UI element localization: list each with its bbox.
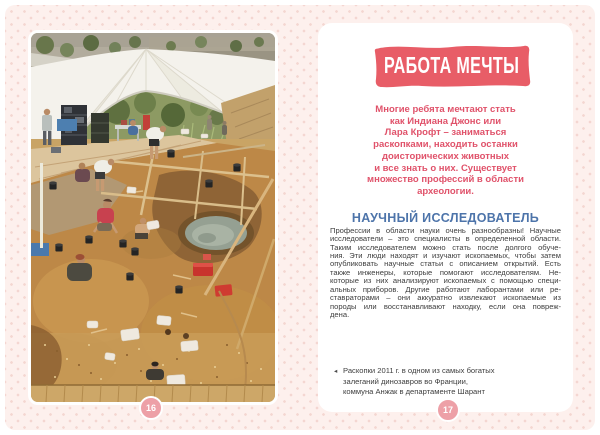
body-line: дена.	[330, 311, 350, 320]
photo-caption	[334, 366, 495, 397]
body-line: также инженеры, которые помогают исследователям. Не-	[330, 268, 561, 277]
intro-line: Лара Крофт – заниматься	[384, 127, 507, 139]
left-page-photo-frame	[28, 30, 278, 405]
page-number-right: 17	[436, 398, 460, 422]
body-line: ния. Эти люди находят и изучают ископаемых, чтобы затем	[330, 251, 561, 260]
intro-paragraph	[318, 104, 573, 198]
intro-line: доисторических животных	[381, 150, 510, 162]
section-heading: НАУЧНЫЙ ИССЛЕДОВАТЕЛЬ	[351, 210, 540, 225]
section-body	[318, 227, 573, 320]
body-line: Таким исследователем можно стать после долгого обуче-	[330, 243, 561, 252]
page-number-left: 16	[139, 396, 163, 420]
body-line: опубликовать научные статьи с описанием открытий. Есть	[330, 260, 561, 269]
caption-arrow-icon: ◂	[334, 368, 338, 375]
intro-line: археологии.	[417, 185, 474, 197]
body-line: альных приборов. Другие работают лаборантами или ре-	[330, 285, 561, 294]
body-line: исследователи – это специалисты в определенной области.	[330, 235, 561, 244]
caption-line: коммуна Анжак в департаменте Шарант	[343, 387, 485, 396]
intro-line: как Индиана Джонс или	[389, 115, 502, 127]
intro-line: Многие ребята мечтают стать	[375, 104, 516, 115]
body-line: Профессии в области науки очень разнообразны! Научные	[330, 226, 561, 235]
caption-line: залеганий динозавров во Франции,	[343, 377, 468, 386]
page-title-text: РАБОТА МЕЧТЫ	[384, 51, 520, 78]
intro-line: раскопками, находить останки	[373, 139, 518, 151]
caption-text: Раскопки 2011 г. в одном из самых богатых	[343, 366, 495, 375]
excavation-photo	[31, 33, 275, 402]
title-banner	[372, 41, 532, 89]
caption-line	[334, 366, 495, 377]
right-page	[318, 23, 573, 412]
intro-line: множество профессий в области	[367, 174, 524, 186]
body-line: которые из них анализируют ископаемых с помощью специ-	[330, 277, 561, 286]
intro-line: и все знать о них. Существует	[374, 162, 517, 174]
body-line: породы или восстанавливают находку, если она повреж-	[330, 302, 561, 311]
body-line: ставраторами – они аккуратно извлекают ископаемые из	[330, 294, 561, 303]
page-title	[372, 41, 532, 89]
